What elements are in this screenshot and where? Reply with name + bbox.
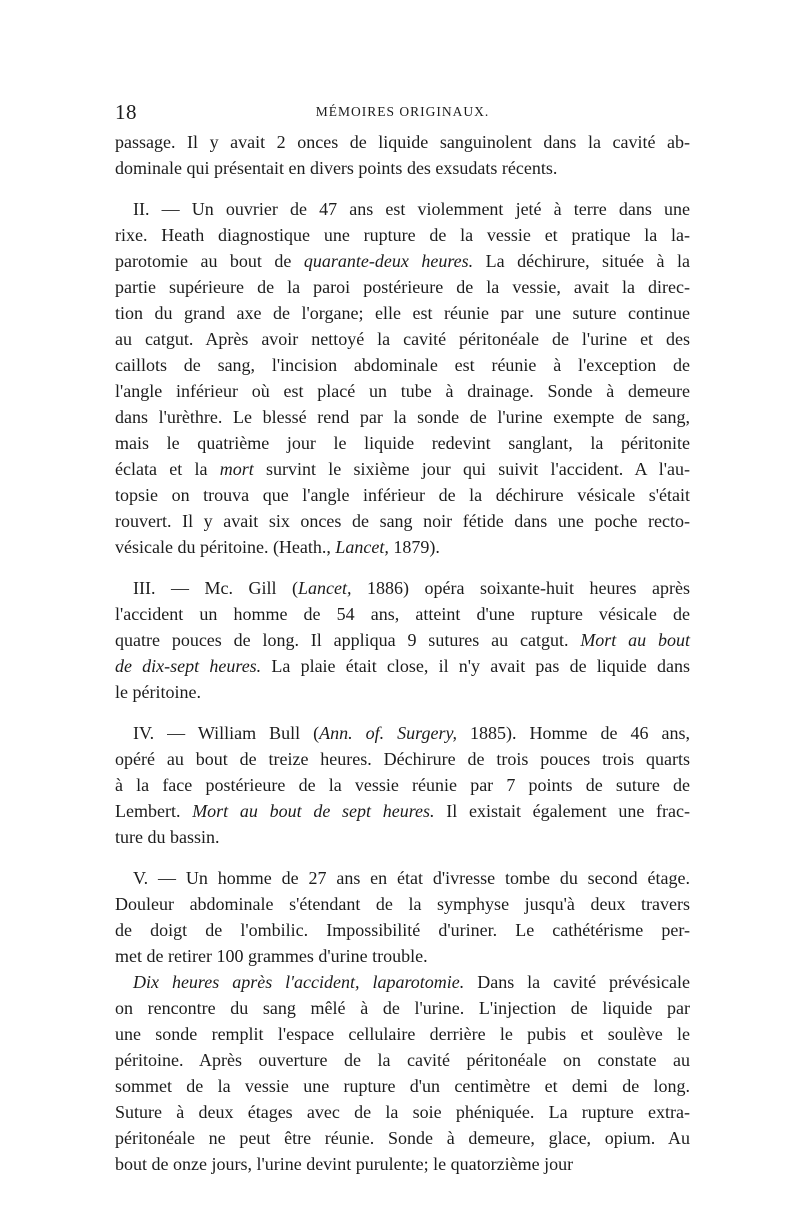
text-line: topsie on trouva que l'angle inférieur de la déchirure vésicale s'était <box>115 485 690 505</box>
text-line: tion du grand axe de l'organe; elle est réunie par une suture continue <box>115 303 690 323</box>
text-line: opéré au bout de treize heures. Déchirure de trois pouces trois quarts <box>115 749 690 769</box>
text-line: V. — Un homme de 27 ans en état d'ivresse tombe du second étage. <box>133 868 690 888</box>
italic-text: Mort au bout <box>580 630 690 650</box>
text-line: de dix-sept heures. La plaie était close, il n'y avait pas de liquide dans <box>115 656 690 676</box>
paragraph-case-v-operation <box>115 969 690 1177</box>
text-line: dominale qui présentait en divers points des exsudats récents. <box>115 158 558 178</box>
text-line: III. — Mc. Gill (Lancet, 1886) opéra soixante-huit heures après <box>133 578 690 598</box>
text-line: Lembert. Mort au bout de sept heures. Il existait également une frac- <box>115 801 690 821</box>
paragraph-case-v <box>115 865 690 969</box>
text-line: caillots de sang, l'incision abdominale est réunie à l'exception de <box>115 355 690 375</box>
text-line: de doigt de l'ombilic. Impossibilité d'uriner. Le cathétérisme per- <box>115 920 690 940</box>
text-line: IV. — William Bull (Ann. of. Surgery, 1885). Homme de 46 ans, <box>133 723 691 743</box>
text-line: quatre pouces de long. Il appliqua 9 sutures au catgut. Mort au bout <box>115 630 690 650</box>
paragraph-case-iii <box>115 575 690 705</box>
italic-text: Lancet, <box>335 537 389 557</box>
running-head: MÉMOIRES ORIGINAUX. <box>315 104 490 119</box>
text-line: péritoine. Après ouverture de la cavité péritonéale on constate au <box>115 1050 690 1070</box>
text-line: vésicale du péritoine. (Heath., Lancet, 1879). <box>115 537 440 557</box>
text-line: Suture à deux étages avec de la soie phéniquée. La rupture extra- <box>115 1102 690 1122</box>
text-line: partie supérieure de la paroi postérieure de la vessie, avait la direc- <box>115 277 690 297</box>
text-line: l'angle inférieur où est placé un tube à drainage. Sonde à demeure <box>115 381 690 401</box>
text-line: ture du bassin. <box>115 827 220 847</box>
text-line: mais le quatrième jour le liquide redevint sanglant, la péritonite <box>115 433 690 453</box>
text-line: Dix heures après l'accident, laparotomie. Dans la cavité prévésicale <box>133 972 690 992</box>
text-line: sommet de la vessie une rupture d'un centimètre et demi de long. <box>115 1076 690 1096</box>
text-line: le péritoine. <box>115 682 201 702</box>
italic-text: Dix heures après l'accident, laparotomie. <box>133 972 465 992</box>
page-number: 18 <box>115 100 137 124</box>
italic-text: Ann. of. Surgery, <box>319 723 457 743</box>
text-line: bout de onze jours, l'urine devint purulente; le quatorzième jour <box>115 1154 574 1174</box>
text-line: péritonéale ne peut être réunie. Sonde à demeure, glace, opium. Au <box>115 1128 690 1148</box>
italic-text: mort <box>219 459 254 479</box>
paragraph-case-ii <box>115 196 690 560</box>
italic-text: quarante-deux heures. <box>303 251 474 271</box>
text-line: met de retirer 100 grammes d'urine trouble. <box>115 946 428 966</box>
text-line: on rencontre du sang mêlé à de l'urine. L'injection de liquide par <box>115 998 690 1018</box>
text-line: rouvert. Il y avait six onces de sang noir fétide dans une poche recto- <box>115 511 690 531</box>
paragraph-continued <box>115 129 690 181</box>
paragraph-case-iv <box>115 720 690 850</box>
body-text <box>115 129 690 1177</box>
italic-text: de dix-sept heures. <box>115 656 262 676</box>
text-line: passage. Il y avait 2 onces de liquide sanguinolent dans la cavité ab- <box>115 132 690 152</box>
text-line: l'accident un homme de 54 ans, atteint d'une rupture vésicale de <box>115 604 690 624</box>
italic-text: Lancet, <box>298 578 352 598</box>
text-line: II. — Un ouvrier de 47 ans est violemment jeté à terre dans une <box>133 199 690 219</box>
text-line: dans l'urèthre. Le blessé rend par la sonde de l'urine exempte de sang, <box>115 407 690 427</box>
text-line: une sonde remplit l'espace cellulaire derrière le pubis et soulève le <box>115 1024 690 1044</box>
page-header <box>115 100 690 128</box>
text-line: rixe. Heath diagnostique une rupture de la vessie et pratique la la- <box>115 225 690 245</box>
text-line: parotomie au bout de quarante-deux heures. La déchirure, située à la <box>115 251 690 271</box>
text-line: Douleur abdominale s'étendant de la symphyse jusqu'à deux travers <box>115 894 690 914</box>
italic-text: Mort au bout de sept heures. <box>192 801 435 821</box>
text-line: au catgut. Après avoir nettoyé la cavité péritonéale de l'urine et des <box>115 329 690 349</box>
text-line: éclata et la mort survint le sixième jour qui suivit l'accident. A l'au- <box>115 459 690 479</box>
text-line: à la face postérieure de la vessie réunie par 7 points de suture de <box>115 775 690 795</box>
